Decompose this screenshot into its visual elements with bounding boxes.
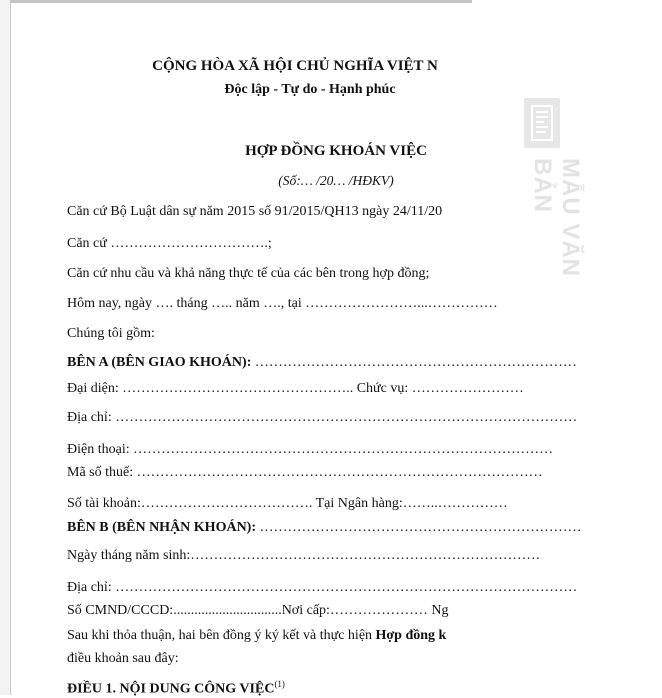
party-b-dob: Ngày tháng năm sinh:………………………………………………………………… [67,548,541,563]
party-b-heading: BÊN B (BÊN NHẬN KHOÁN): [67,520,257,535]
article-1-heading-line [67,676,285,698]
party-a-address: Địa chỉ: ……………………………………………………………………………………… [67,410,578,425]
contract-title: HỢP ĐỒNG KHOÁN VIỆC [245,143,427,159]
party-a-representative: Đại diện: ………………………………………….. Chức vụ: …………………… [67,381,524,396]
party-b-id-card: Số CMND/CCCD:...............................Nơi cấp:………………… Ng [67,603,449,618]
country-name: CỘNG HÒA XÃ HỘI CHỦ NGHĨA VIỆT N [152,58,438,74]
party-a-account: Số tài khoản:………………………………. Tại Ngân hàng:……..…………… [67,496,508,511]
party-a-heading: BÊN A (BÊN GIAO KHOÁN): [67,355,252,370]
party-b-heading-dots: …………………………………………………………… [259,520,582,535]
legal-basis-other: Căn cứ …………………………….; [67,236,272,251]
article-1-heading: ĐIỀU 1. NỘI DUNG CÔNG VIỆC [67,681,275,697]
party-a-heading-dots: …………………………………………………………… [254,355,577,370]
agreement-text: Sau khi thỏa thuận, hai bên đồng ý ký kết và thực hiện [67,628,376,643]
party-a-heading-line [67,355,577,371]
agreement-line [67,628,446,644]
party-a-tax-code: Mã số thuế: …………………………………………………………………………… [67,465,543,480]
watermark-text: MẪU VĂN BẢN [529,158,584,277]
we-are-line: Chúng tôi gồm: [67,326,155,341]
watermark [520,98,584,338]
legal-basis-civil-code: Căn cứ Bộ Luật dân sự năm 2015 số 91/2015/QH13 ngày 24/11/20 [67,204,443,219]
motto: Độc lập - Tự do - Hạnh phúc [224,82,396,97]
article-1-footnote: (1) [274,679,285,689]
date-place-line: Hôm nay, ngày …. tháng ….. năm …., tại ……………………...…………… [67,296,498,311]
agreement-contract-name: Hợp đồng k [375,628,447,643]
agreement-terms-line: điều khoản sau đây: [67,651,179,666]
party-b-address: Địa chỉ: ……………………………………………………………………………………… [67,580,578,595]
party-a-phone: Điện thoại: ……………………………………………………………………………… [67,442,554,457]
legal-basis-needs: Căn cứ nhu cầu và khả năng thực tế của các bên trong hợp đồng; [67,266,430,281]
contract-number: (Số:… /20… /HĐKV) [278,173,394,188]
party-b-heading-line [67,520,582,536]
document-logo-icon [524,98,560,148]
